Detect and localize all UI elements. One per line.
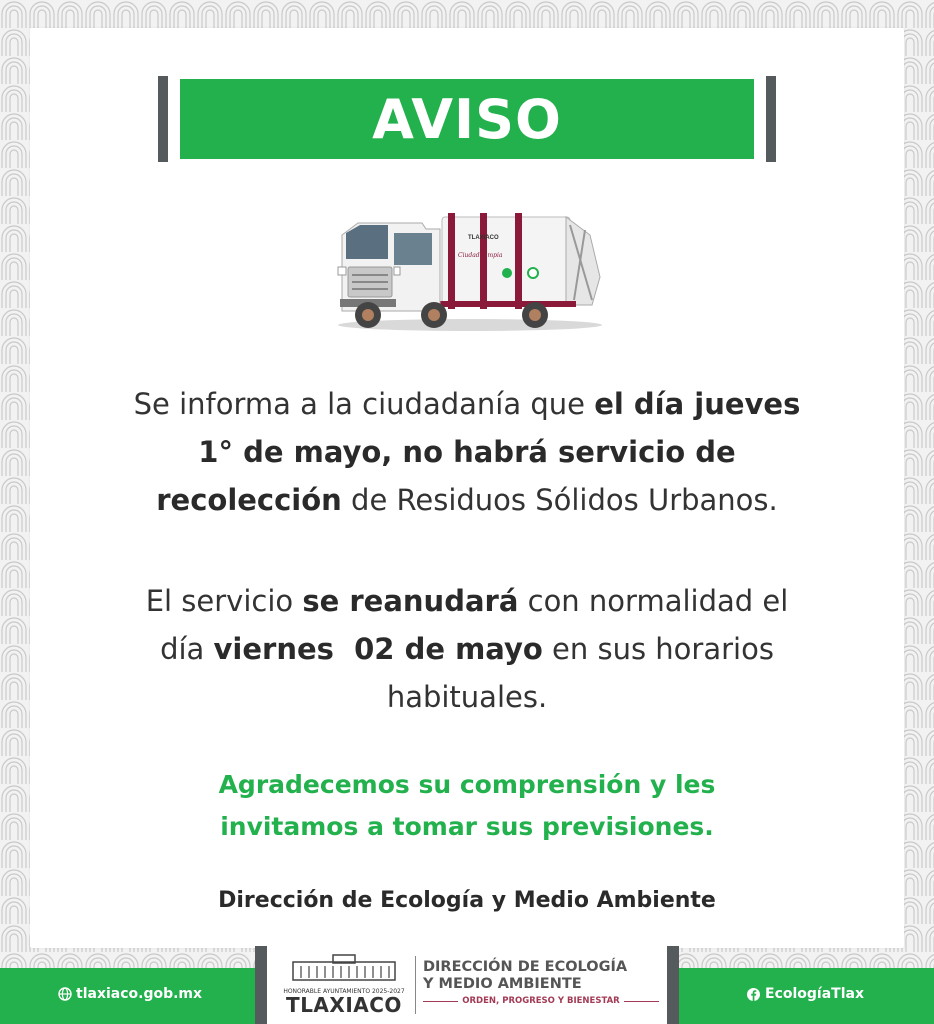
p1-line3-text: de Residuos Sólidos Urbanos.: [341, 483, 778, 517]
title-box: [180, 79, 754, 159]
municipality-logo: [281, 954, 407, 1022]
logo-divider: [415, 956, 416, 1014]
signature: Dirección de Ecología y Medio Ambiente: [218, 888, 716, 913]
institution-logo-box: [255, 946, 679, 1024]
website-link[interactable]: [58, 986, 202, 1002]
thanks-line-2: invitamos a tomar sus previsiones.: [220, 812, 714, 841]
p2-line1-text-b: con normalidad el: [518, 584, 789, 618]
title-bar-right: [766, 76, 776, 162]
globe-icon: [58, 987, 72, 1001]
truck-brand-label: TLAXIACO: [468, 235, 499, 241]
p2-line2-bold: viernes 02 de mayo: [213, 632, 543, 666]
title-bar-left: [158, 76, 168, 162]
truck-side-text: Ciudad Limpia: [458, 252, 503, 259]
title-banner: [158, 76, 776, 162]
motto-text: ORDEN, PROGRESO Y BIENESTAR: [462, 996, 620, 1006]
notice-paragraph-2: [60, 577, 874, 721]
p1-line3-bold: recolección: [156, 483, 342, 517]
logo-city: TLAXIACO: [286, 993, 402, 1017]
motto: [423, 996, 659, 1006]
social-link[interactable]: [747, 986, 864, 1002]
p2-line2-text-b: en sus horarios: [542, 632, 774, 666]
p2-line2-text-a: día: [160, 632, 214, 666]
motto-line-right: [624, 1001, 659, 1002]
p2-line1-bold: se reanudará: [302, 584, 519, 618]
department-line-2: Y MEDIO AMBIENTE: [423, 976, 582, 992]
p1-line1-text: Se informa a la ciudadanía que: [133, 387, 595, 421]
p1-line2-bold: 1° de mayo, no habrá servicio de: [198, 435, 736, 469]
garbage-truck-illustration: [330, 205, 605, 335]
notice-paragraph-1: [60, 380, 874, 524]
department-line-1: DIRECCIÓN DE ECOLOGÍA: [423, 959, 628, 975]
logo-caption: HONORABLE AYUNTAMIENTO 2025-2027: [283, 988, 405, 995]
facebook-icon: [747, 988, 760, 1001]
social-text: EcologíaTlax: [765, 986, 864, 1002]
website-text: tlaxiaco.gob.mx: [76, 986, 203, 1002]
thanks-line-1: Agradecemos su comprensión y les: [218, 770, 716, 799]
page-title: AVISO: [372, 87, 562, 151]
motto-line-left: [423, 1001, 458, 1002]
p2-line1-text-a: El servicio: [145, 584, 303, 618]
department-name: [423, 959, 659, 1006]
p1-line1-bold: el día jueves: [594, 387, 801, 421]
p2-line3-text: habituales.: [386, 680, 548, 714]
palace-icon: [289, 954, 399, 982]
thanks-message: [60, 764, 874, 848]
